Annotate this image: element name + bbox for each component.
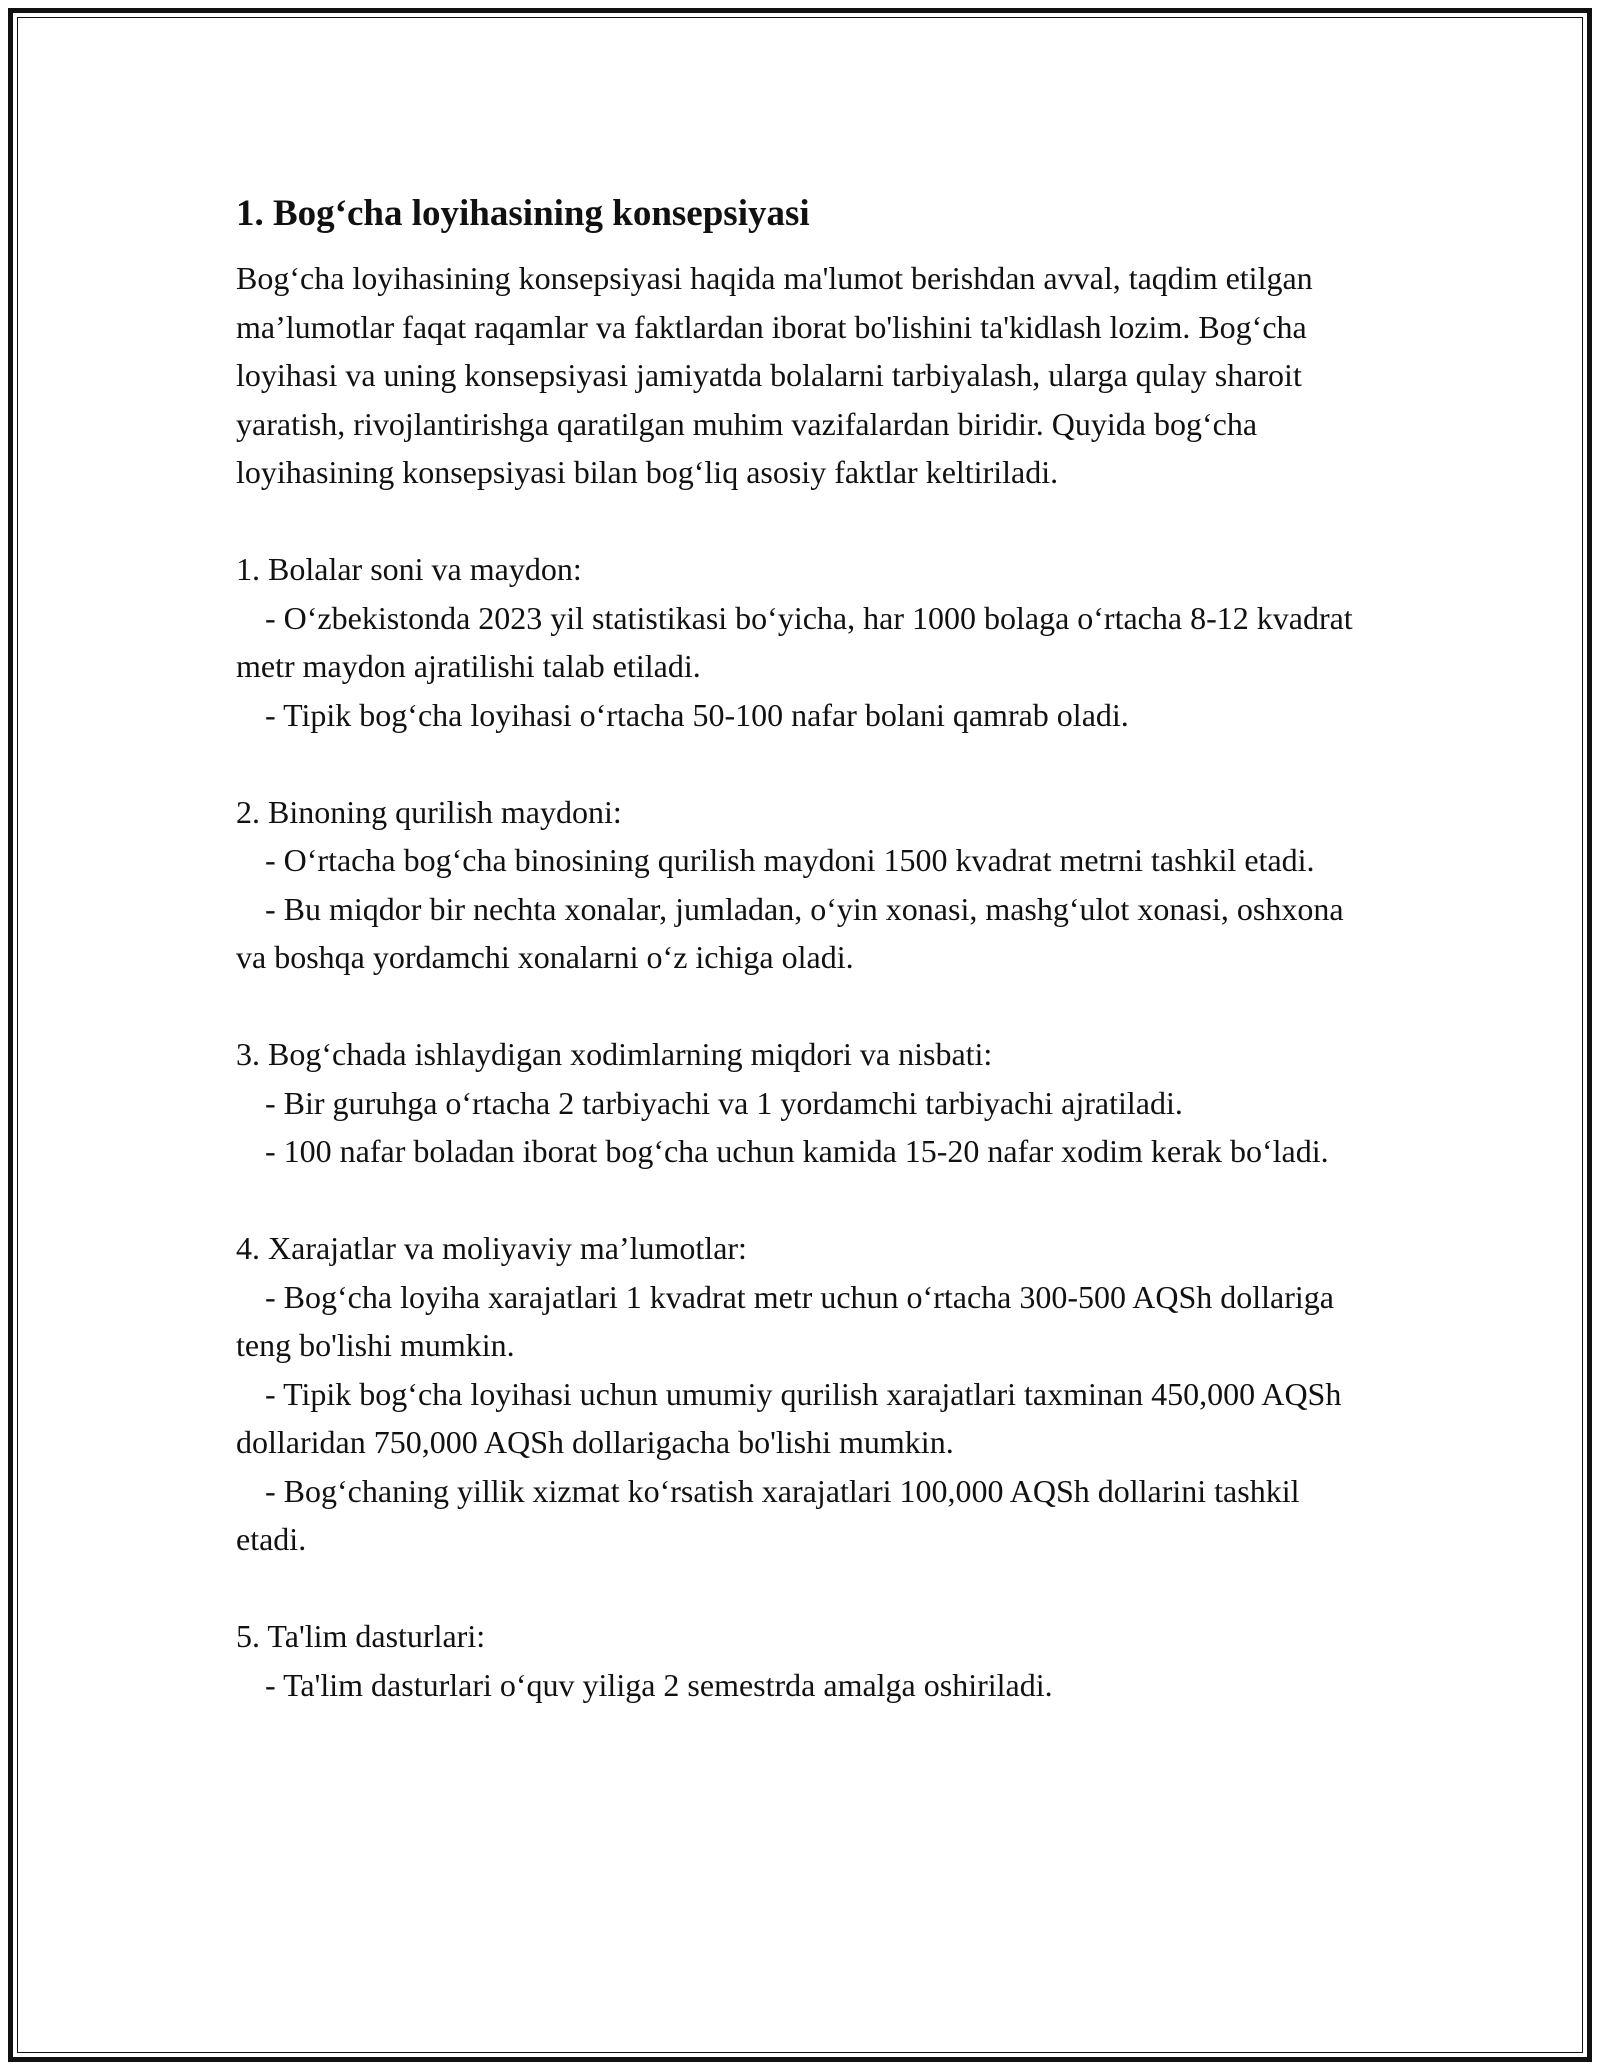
section-heading: 5. Ta'lim dasturlari: — [236, 1618, 486, 1654]
intro-paragraph: Bog‘cha loyihasining konsepsiyasi haqida ma'lumot berishdan avval, taqdim etilgan ma’lumotlar faqat raqamlar va faktlardan iborat bo'lishini ta'kidlash lozim. Bog‘cha loyihasi va uning konsepsiyasi jamiyatda bolalarni tarbiyalash, ularga qulay sharoit yaratish, rivojlantirishga qaratilgan muhim vazifalardan biridir. Quyida bog‘cha loyihasining konsepsiyasi bilan bog‘liq asosiy faktlar keltiriladi. — [236, 260, 1313, 490]
section-bullet: - Tipik bog‘cha loyihasi o‘rtacha 50-100 nafar bolani qamrab oladi. — [265, 696, 1129, 733]
section-heading: 2. Binoning qurilish maydoni: — [236, 793, 622, 830]
section-costs — [236, 1224, 1366, 1564]
document-body — [236, 186, 1366, 1709]
section-bullet: - Bog‘chaning yillik xizmat ko‘rsatish xarajatlari 100,000 AQSh dollarini tashkil etadi. — [236, 1472, 1300, 1557]
section-bullet: - Bir guruhga o‘rtacha 2 tarbiyachi va 1 yordamchi tarbiyachi ajratiladi. — [265, 1084, 1183, 1121]
section-education-programs — [236, 1612, 1366, 1709]
section-heading: 3. Bog‘chada ishlaydigan xodimlarning miqdori va nisbati: — [236, 1036, 993, 1072]
section-children-and-area — [236, 545, 1366, 739]
section-heading: 4. Xarajatlar va moliyaviy ma’lumotlar: — [236, 1230, 747, 1266]
section-staff — [236, 1030, 1366, 1176]
section-bullet: - Bog‘cha loyiha xarajatlari 1 kvadrat metr uchun o‘rtacha 300-500 AQSh dollariga teng bo'lishi mumkin. — [236, 1278, 1334, 1363]
section-bullet: - 100 nafar boladan iborat bog‘cha uchun kamida 15-20 nafar xodim kerak bo‘ladi. — [265, 1133, 1329, 1169]
section-bullet: - O‘rtacha bog‘cha binosining qurilish maydoni 1500 kvadrat metrni tashkil etadi. — [265, 842, 1315, 878]
document-title: 1. Bog‘cha loyihasining konsepsiyasi — [236, 193, 810, 234]
section-building-area — [236, 788, 1366, 982]
section-bullet: - Ta'lim dasturlari o‘quv yiliga 2 semestrda amalga oshiriladi. — [265, 1666, 1053, 1703]
section-bullet: - Tipik bog‘cha loyihasi uchun umumiy qurilish xarajatlari taxminan 450,000 AQSh dollaridan 750,000 AQSh dollarigacha bo'lishi mumkin. — [236, 1375, 1342, 1460]
section-heading: 1. Bolalar soni va maydon: — [236, 551, 582, 587]
section-bullet: - O‘zbekistonda 2023 yil statistikasi bo‘yicha, har 1000 bolaga o‘rtacha 8-12 kvadrat metr maydon ajratilishi talab etiladi. — [236, 599, 1353, 684]
section-bullet: - Bu miqdor bir nechta xonalar, jumladan, o‘yin xonasi, mashg‘ulot xonasi, oshxona va boshqa yordamchi xonalarni o‘z ichiga oladi. — [236, 890, 1344, 975]
